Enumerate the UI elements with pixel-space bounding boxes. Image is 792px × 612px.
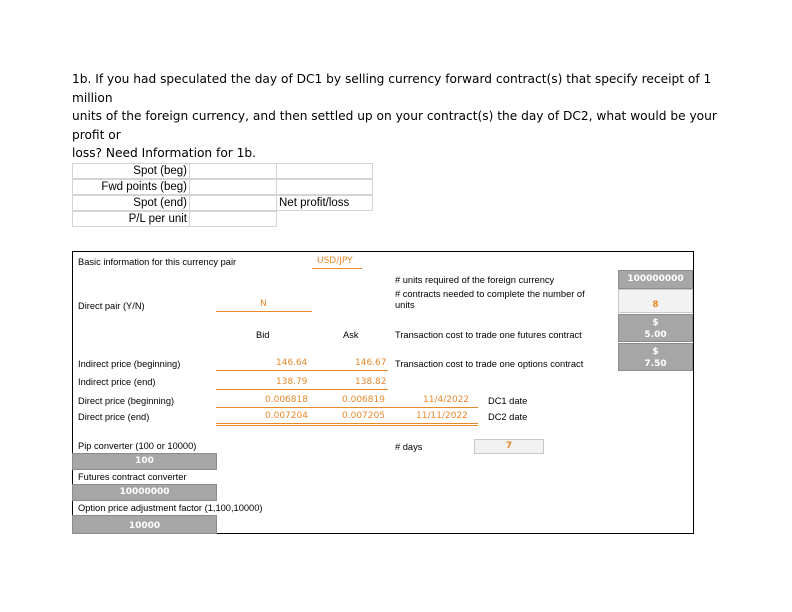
pip-converter-label: Pip converter (100 or 10000) [78,441,197,451]
fwd-points-beg-label: Fwd points (beg) [72,179,190,195]
option-adj-value: 10000 [72,515,217,534]
units-required-label: # units required of the foreign currency [395,275,555,285]
spot-end-cell[interactable] [189,195,277,211]
spot-beg-cell[interactable] [189,163,277,179]
basic-info-label: Basic information for this currency pair [78,257,237,267]
spot-beg-label: Spot (beg) [72,163,190,179]
ask-header: Ask [343,330,359,340]
direct-beg-label: Direct price (beginning) [78,396,175,406]
direct-beg-ask: 0.006819 [342,395,385,405]
futures-cost-currency: $ [652,318,659,328]
pl-per-unit-cell[interactable] [189,211,277,227]
futures-converter-value: 10000000 [72,484,217,501]
direct-end-label: Direct price (end) [78,412,150,422]
pip-converter-value: 100 [72,453,217,470]
summary-blank-cell[interactable] [276,179,373,195]
bid-header: Bid [256,330,270,340]
question-line-3: loss? Need Information for 1b. [72,146,257,161]
options-cost-label: Transaction cost to trade one options contract [395,359,584,369]
options-cost-currency: $ [652,347,659,357]
indirect-beg-ask[interactable]: 146.67 [355,358,387,368]
indirect-beg-label: Indirect price (beginning) [78,359,181,369]
summary-blank-cell[interactable] [276,163,373,179]
days-value: 7 [474,439,544,454]
option-adj-label: Option price adjustment factor (1,100,10000) [78,503,263,513]
futures-cost-value: 5.00 [644,330,667,340]
direct-beg-bid: 0.006818 [265,395,308,405]
days-label: # days [395,442,423,452]
pl-per-unit-label: P/L per unit [72,211,190,227]
futures-converter-label: Futures contract converter [78,472,187,482]
currency-pair-underline [312,268,362,269]
question-line-1: 1b. If you had speculated the day of DC1 by selling currency forward contract(s) that specify receipt of 1 million [72,72,712,105]
contracts-needed-label-2: units [395,300,415,310]
fwd-points-beg-cell[interactable] [189,179,277,195]
spot-end-label: Spot (end) [72,195,190,211]
direct-pair-value[interactable]: N [260,299,267,309]
futures-cost-box [618,314,693,342]
dc2-date-value[interactable]: 11/11/2022 [416,411,468,421]
dc1-date-label: DC1 date [488,396,528,406]
futures-cost-label: Transaction cost to trade one futures contract [395,330,582,340]
direct-pair-label: Direct pair (Y/N) [78,301,145,311]
question-line-2: units of the foreign currency, and then settled up on your contract(s) the day of DC2, what would be your profit or [72,109,717,142]
indirect-end-underline [216,389,388,390]
contracts-needed-label-1: # contracts needed to complete the number of [395,289,585,299]
dc1-date-value[interactable]: 11/4/2022 [423,395,470,405]
currency-pair-value: USD/JPY [317,256,353,266]
options-cost-box [618,343,693,371]
direct-end-underline [216,423,478,424]
net-profit-loss-label: Net profit/loss [276,195,373,211]
question-text [72,70,722,163]
dc2-date-label: DC2 date [488,412,528,422]
indirect-end-bid[interactable]: 138.79 [276,377,308,387]
indirect-end-ask[interactable]: 138.82 [355,377,387,387]
indirect-beg-underline [216,370,388,371]
indirect-end-label: Indirect price (end) [78,377,156,387]
direct-beg-underline [216,407,478,408]
units-required-value: 100000000 [618,270,693,289]
indirect-beg-bid[interactable]: 146.64 [276,358,308,368]
direct-end-double-underline [216,425,478,426]
options-cost-value: 7.50 [644,359,667,369]
direct-pair-underline [216,311,312,312]
direct-end-bid: 0.007204 [265,411,308,421]
contracts-needed-value: 8 [618,289,693,313]
direct-end-ask: 0.007205 [342,411,385,421]
